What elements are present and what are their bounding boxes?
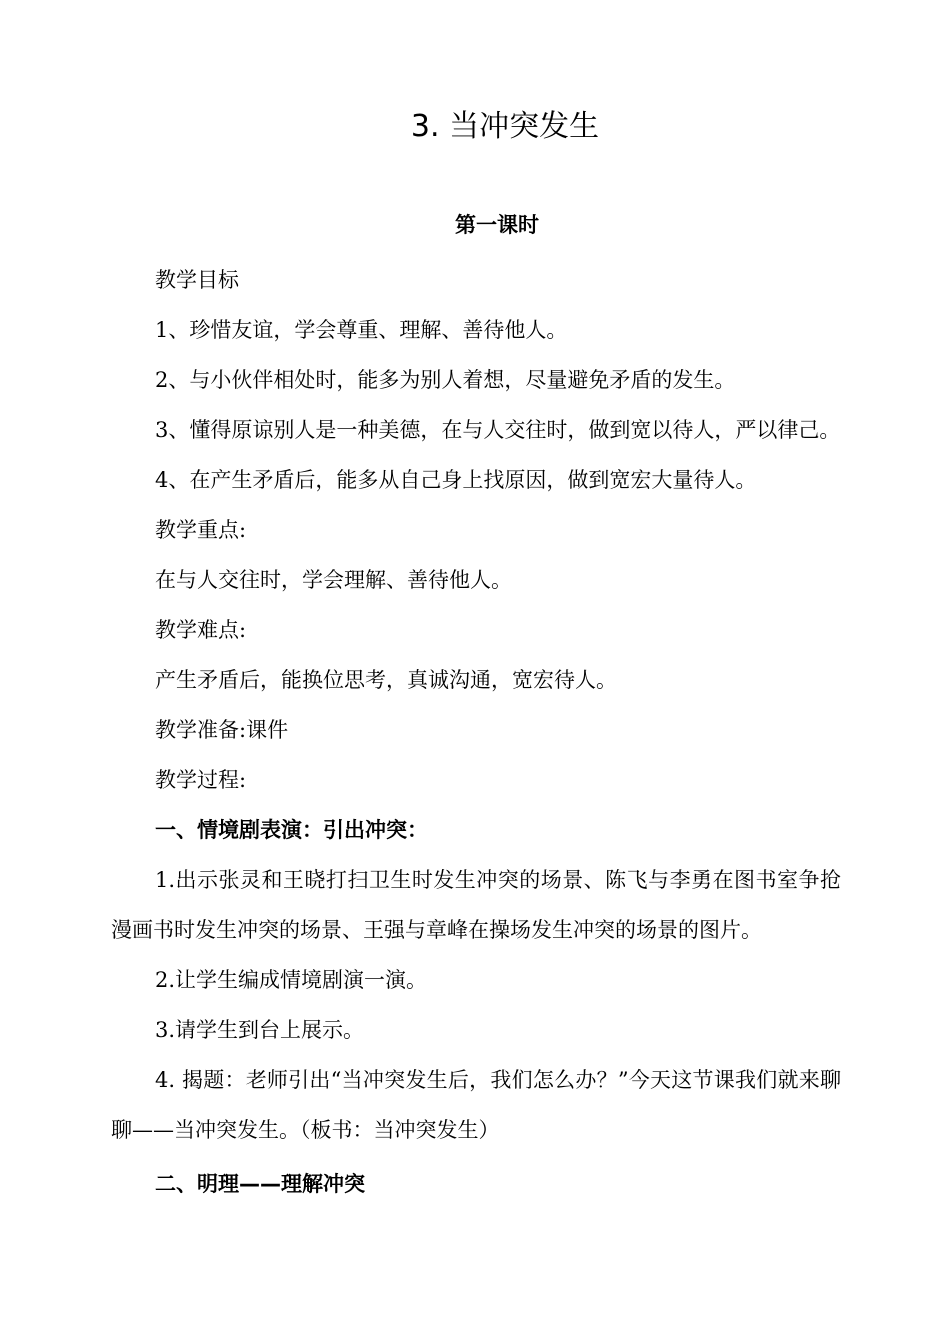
objective-item-3: 3、懂得原谅别人是一种美德，在与人交往时，做到宽以待人，严以律己。 — [155, 418, 841, 442]
objective-item-2: 2、与小伙伴相处时，能多为别人着想，尽量避免矛盾的发生。 — [155, 368, 736, 392]
objective-item-4: 4、在产生矛盾后，能多从自己身上找原因，做到宽宏大量待人。 — [155, 468, 757, 492]
process-step-4: 4. 揭题：老师引出“当冲突发生后，我们怎么办？”今天这节课我们就来聊聊——当冲突发生。（板书：当冲突发生） — [111, 1068, 841, 1142]
lesson-subtitle: 第一课时 — [455, 213, 539, 237]
key-points-text: 在与人交往时，学会理解、善待他人。 — [155, 568, 512, 592]
section-label-difficulties: 教学难点: — [155, 618, 247, 642]
objective-item-1: 1、珍惜友谊，学会尊重、理解、善待他人。 — [155, 318, 568, 342]
document-body — [111, 255, 841, 1209]
preparation-text: 教学准备:课件 — [155, 718, 289, 742]
process-step-3: 3.请学生到台上展示。 — [155, 1018, 365, 1042]
process-heading-2: 二、明理——理解冲突 — [155, 1172, 365, 1196]
difficulties-text: 产生矛盾后，能换位思考，真诚沟通，宽宏待人。 — [155, 668, 617, 692]
process-heading-1: 一、情境剧表演：引出冲突： — [155, 818, 428, 842]
section-label-objectives: 教学目标 — [155, 268, 239, 292]
process-step-1: 1.出示张灵和王晓打扫卫生时发生冲突的场景、陈飞与李勇在图书室争抢漫画书时发生冲突的场景、王强与章峰在操场发生冲突的场景的图片。 — [111, 868, 841, 942]
process-step-2: 2.让学生编成情境剧演一演。 — [155, 968, 428, 992]
section-label-process: 教学过程: — [155, 768, 247, 792]
section-label-key-points: 教学重点: — [155, 518, 247, 542]
document-title: 3. 当冲突发生 — [410, 109, 600, 144]
